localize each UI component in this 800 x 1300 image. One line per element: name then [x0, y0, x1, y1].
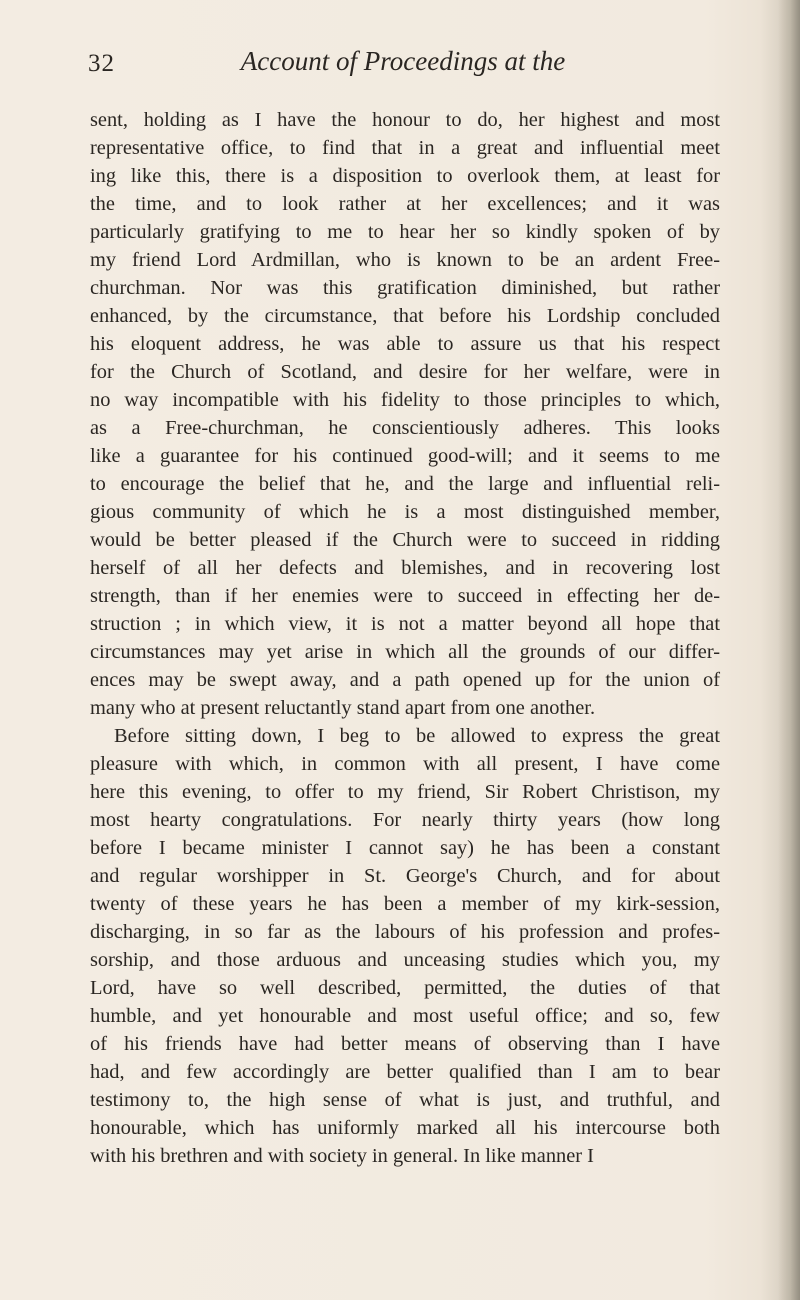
text-line: honourable, which has uniformly marked all his intercourse both	[90, 1117, 720, 1139]
text-line: Lord, have so well described, permitted, the duties of that	[90, 977, 720, 999]
text-line: had, and few accordingly are better qualified than I am to bear	[90, 1061, 720, 1083]
text-line: ences may be swept away, and a path opened up for the union of	[90, 669, 720, 691]
text-line: churchman. Nor was this gratification diminished, but rather	[90, 277, 720, 299]
text-line: before I became minister I cannot say) he has been a constant	[90, 837, 720, 859]
text-line: herself of all her defects and blemishes, and in recovering lost	[90, 557, 720, 579]
text-line: to encourage the belief that he, and the large and influential reli-	[90, 473, 720, 495]
text-line: twenty of these years he has been a member of my kirk-session,	[90, 893, 720, 915]
text-line: like a guarantee for his continued good-will; and it seems to me	[90, 445, 720, 467]
text-line: strength, than if her enemies were to succeed in effecting her de-	[90, 585, 720, 607]
text-line: pleasure with which, in common with all present, I have come	[90, 753, 720, 775]
text-line: sorship, and those arduous and unceasing studies which you, my	[90, 949, 720, 971]
paragraph-start-line: Before sitting down, I beg to be allowed to express the great	[114, 725, 720, 747]
text-line: enhanced, by the circumstance, that before his Lordship concluded	[90, 305, 720, 327]
text-line: for the Church of Scotland, and desire for her welfare, were in	[90, 361, 720, 383]
text-line: here this evening, to offer to my friend, Sir Robert Christison, my	[90, 781, 720, 803]
text-line: circumstances may yet arise in which all the grounds of our differ-	[90, 641, 720, 663]
text-line: his eloquent address, he was able to assure us that his respect	[90, 333, 720, 355]
page-number: 32	[88, 50, 115, 77]
text-line: of his friends have had better means of observing than I have	[90, 1033, 720, 1055]
running-title: Account of Proceedings at the	[240, 46, 566, 76]
text-line: no way incompatible with his fidelity to those principles to which,	[90, 389, 720, 411]
text-line: ing like this, there is a disposition to overlook them, at least for	[90, 165, 720, 187]
text-line: and regular worshipper in St. George's Church, and for about	[90, 865, 720, 887]
paragraph-end-line: many who at present reluctantly stand apart from one another.	[90, 697, 596, 719]
text-line: sent, holding as I have the honour to do, her highest and most	[90, 109, 720, 131]
page-edge-shadow	[778, 0, 800, 1300]
text-line: my friend Lord Ardmillan, who is known to be an ardent Free-	[90, 249, 720, 271]
text-line: the time, and to look rather at her excellences; and it was	[90, 193, 720, 215]
text-line: representative office, to find that in a great and influential meet	[90, 137, 720, 159]
text-line: discharging, in so far as the labours of his profession and profes-	[90, 921, 720, 943]
text-line: most hearty congratulations. For nearly thirty years (how long	[90, 809, 720, 831]
text-line: would be better pleased if the Church were to succeed in ridding	[90, 529, 720, 551]
text-line: humble, and yet honourable and most useful office; and so, few	[90, 1005, 720, 1027]
text-line: gious community of which he is a most distinguished member,	[90, 501, 720, 523]
text-line: as a Free-churchman, he conscientiously adheres. This looks	[90, 417, 720, 439]
body-text	[90, 106, 720, 1170]
text-line: with his brethren and with society in general. In like manner I	[90, 1145, 594, 1167]
text-line: particularly gratifying to me to hear her so kindly spoken of by	[90, 221, 720, 243]
text-line: testimony to, the high sense of what is just, and truthful, and	[90, 1089, 720, 1111]
running-head	[88, 46, 718, 86]
text-line: struction ; in which view, it is not a matter beyond all hope that	[90, 613, 720, 635]
